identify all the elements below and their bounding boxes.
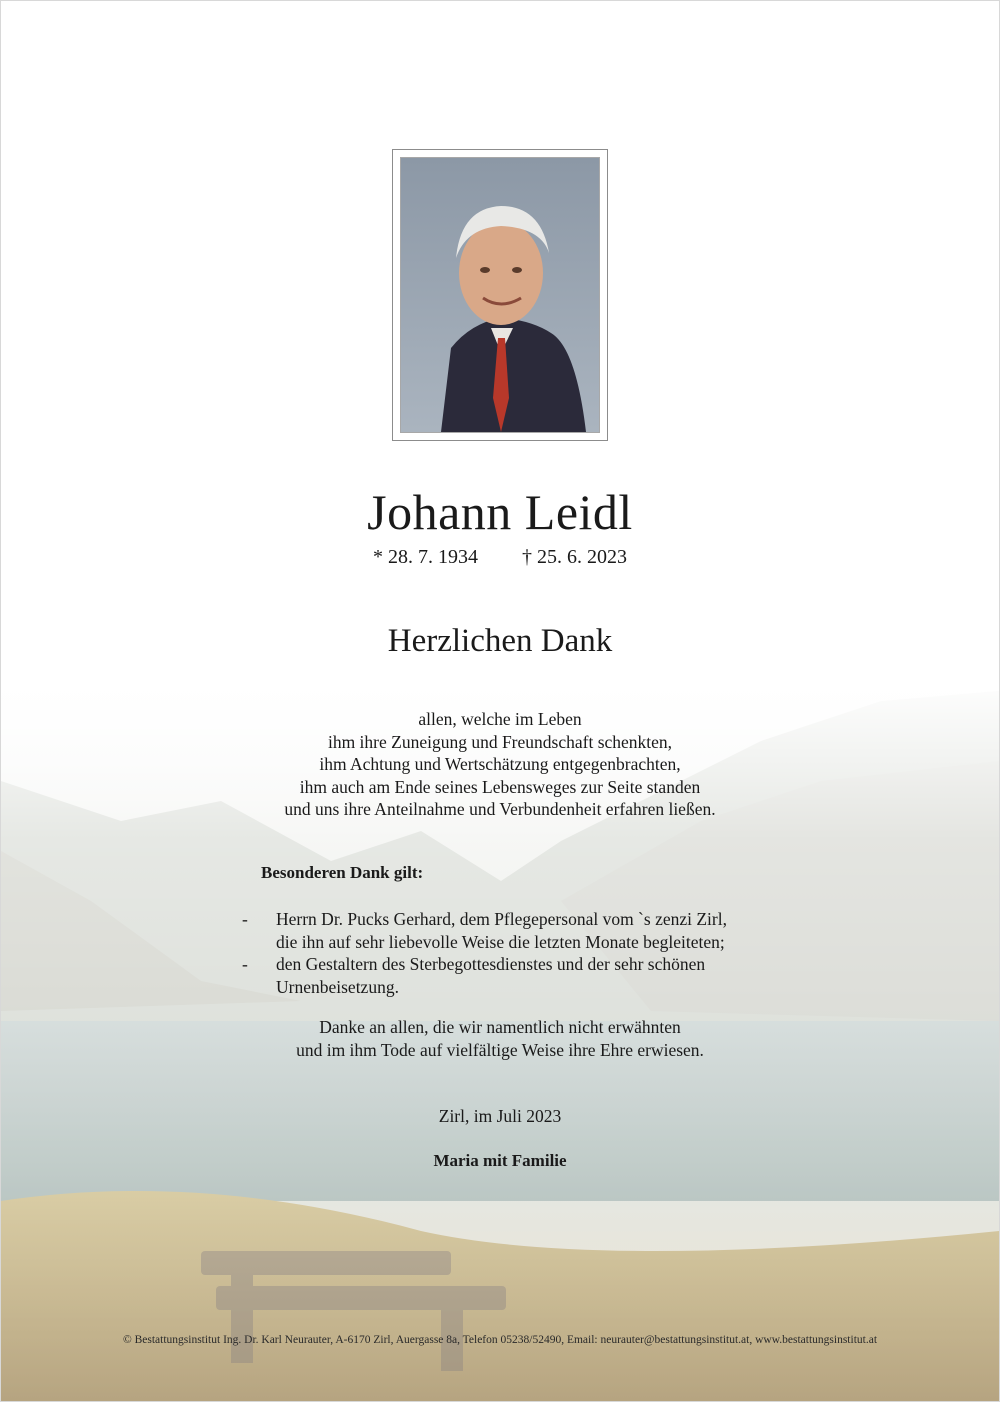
list-item-line: die ihn auf sehr liebevolle Weise die letzten Monate begleiteten; bbox=[276, 931, 725, 952]
deceased-name: Johann Leidl bbox=[367, 484, 633, 540]
intro-line: ihm ihre Zuneigung und Freundschaft schenkten, bbox=[327, 731, 673, 752]
list-item-line: Urnenbeisetzung. bbox=[276, 976, 399, 997]
thanks-heading: Herzlichen Dank bbox=[387, 623, 613, 659]
birth-date: 28. 7. 1934 bbox=[388, 546, 478, 568]
portrait-photo bbox=[400, 157, 600, 433]
closing-line: Danke an allen, die wir namentlich nicht erwähnten bbox=[319, 1017, 681, 1037]
list-item bbox=[242, 908, 802, 953]
special-thanks-heading: Besonderen Dank gilt: bbox=[261, 863, 424, 882]
list-item-line: Herrn Dr. Pucks Gerhard, dem Pflegepersonal vom `s zenzi Zirl, bbox=[276, 909, 727, 929]
intro-line: und uns ihre Anteilnahme und Verbundenheit erfahren ließen. bbox=[284, 799, 716, 819]
special-thanks-list bbox=[242, 908, 802, 998]
list-item-line: den Gestaltern des Sterbegottesdienstes und der sehr schönen bbox=[276, 954, 706, 974]
signature-family: Maria mit Familie bbox=[433, 1151, 567, 1170]
funeral-home-footer: © Bestattungsinstitut Ing. Dr. Karl Neurauter, A-6170 Zirl, Auergasse 8a, Telefon 05238/52490, Email: neurauter@bestattungsinstitut.at, www.bestattungsinstitut.at bbox=[122, 1334, 878, 1346]
closing-text bbox=[1, 1016, 999, 1061]
life-dates bbox=[1, 546, 999, 569]
death-symbol: † bbox=[522, 546, 532, 568]
intro-line: ihm auch am Ende seines Lebensweges zur Seite standen bbox=[299, 776, 701, 797]
place-date: Zirl, im Juli 2023 bbox=[438, 1106, 562, 1126]
intro-line: ihm Achtung und Wertschätzung entgegenbrachten, bbox=[319, 754, 681, 774]
birth-symbol: * bbox=[373, 546, 383, 568]
dash-marker: - bbox=[242, 909, 248, 929]
death-date: 25. 6. 2023 bbox=[537, 546, 627, 568]
dash-marker: - bbox=[242, 954, 248, 974]
list-item bbox=[242, 953, 802, 998]
portrait-frame bbox=[392, 149, 608, 441]
thanks-intro bbox=[1, 708, 999, 821]
closing-line: und im ihm Tode auf vielfältige Weise ihre Ehre erwiesen. bbox=[296, 1039, 704, 1060]
intro-line: allen, welche im Leben bbox=[418, 709, 582, 729]
